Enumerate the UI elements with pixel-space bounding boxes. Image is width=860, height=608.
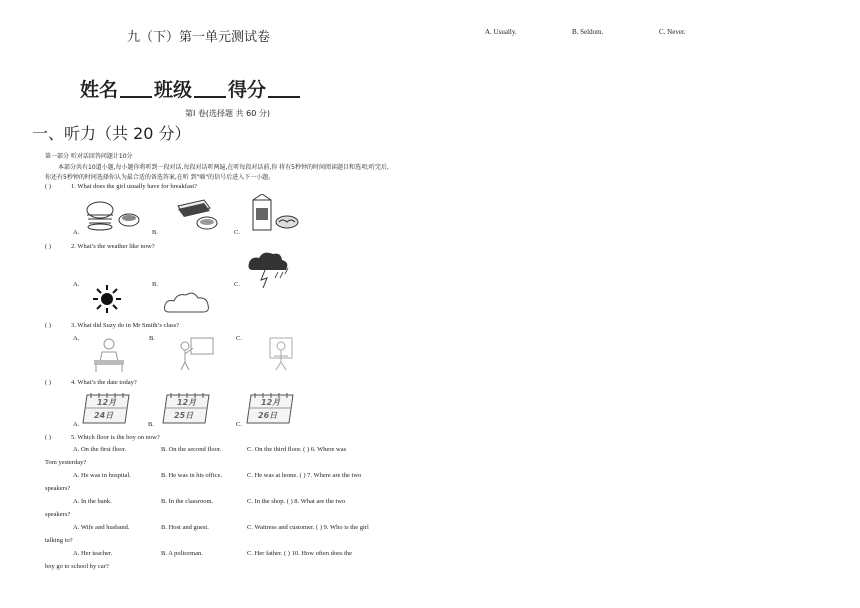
calendar-a-day: 24日 [94,411,114,420]
name-label: 姓名 [80,79,119,101]
q8-option-b[interactable]: B. Host and guest. [161,524,209,531]
volume-heading: 第Ⅰ 卷(选择题 共 60 分) [185,109,270,118]
question-5: 5. Which floor is the boy on now? [71,434,160,441]
q10-continued: boy go to school by car? [45,563,109,570]
option-1b[interactable]: B. [152,229,158,236]
q6-option-b[interactable]: B. He was in his office. [161,472,223,479]
student-drawing-image[interactable] [262,336,300,372]
q9-option-c-q10[interactable]: C. Her father. ( ) 10. How often does the [247,550,353,557]
cloud-icon[interactable] [163,290,211,314]
answer-bracket-3[interactable]: ( ) [45,322,51,329]
question-4: 4. What’s the date today? [71,379,137,386]
calendar-option-b[interactable] [159,391,213,425]
option-3a[interactable]: A. [73,335,80,342]
sun-icon[interactable] [92,284,122,314]
q9-continued: talking to? [45,537,73,544]
instructions-line-1: 本部分共有10道小题,每小题你将听到一段对话,每段对话听两遍,在听每段对话前,你 将有5秒钟的时间阅读题目和选项;听完后, [58,164,389,171]
student-at-board-image[interactable] [175,336,215,372]
top-option-c: C. Never. [659,28,686,36]
option-1c[interactable]: C. [234,229,240,236]
question-3: 3. What did Suzy do in Mr Smith’s class? [71,322,180,329]
instructions-line-2: 你还有5秒钟的时间选择你认为最合适的备选答案,在听 到"嘀"的信号后进入下一小题。 [45,174,275,181]
answer-bracket-2[interactable]: ( ) [45,243,51,250]
q7-option-a[interactable]: A. In the bank. [73,498,112,505]
name-blank[interactable] [120,96,152,98]
student-reading-image[interactable] [90,336,128,372]
q7-option-b[interactable]: B. In the classroom. [161,498,214,505]
student-info-line [80,75,302,102]
q9-option-a[interactable]: A. Her teacher. [73,550,113,557]
question-2: 2. What’s the weather like now? [71,243,155,250]
option-3b[interactable]: B. [149,335,155,342]
part-title: 第一部分 听对话回答问题计10分 [45,153,133,160]
option-4c[interactable]: C. [236,421,242,428]
question-1: 1. What does the girl usually have for breakfast? [71,183,198,190]
answer-bracket-5[interactable]: ( ) [45,434,51,441]
breakfast-sandwich-image[interactable] [176,198,221,232]
q6-option-c-q7[interactable]: C. He was at home. ( ) 7. Where are the two [247,472,362,479]
option-4a[interactable]: A. [73,421,80,428]
section-title: 一、听力（共 20 分） [32,124,191,143]
top-option-a: A. Usually. [485,28,517,36]
score-label: 得分 [228,79,267,101]
q9-option-b[interactable]: B. A policeman. [161,550,203,557]
calendar-option-c[interactable] [243,391,297,425]
breakfast-hamburger-image[interactable] [82,198,144,232]
option-3c[interactable]: C. [236,335,242,342]
calendar-a-month: 12月 [97,398,117,407]
q7-option-c-q8[interactable]: C. In the shop. ( ) 8. What are the two [247,498,346,505]
calendar-b-month: 12月 [177,398,197,407]
q6-option-a[interactable]: A. He was in hospital. [73,472,131,479]
option-2b[interactable]: B. [152,281,158,288]
answer-bracket-1[interactable]: ( ) [45,183,51,190]
q8-continued: speakers? [45,511,71,518]
breakfast-milk-bread-image[interactable] [248,194,300,234]
calendar-b-day: 25日 [174,411,194,420]
q5-option-b[interactable]: B. On the second floor. [161,446,222,453]
class-blank[interactable] [194,96,226,98]
weather-storm-image[interactable] [245,250,295,288]
q7-continued: speakers? [45,485,71,492]
option-2a[interactable]: A. [73,281,80,288]
q6-continued: Tom yesterday? [45,459,87,466]
paper-title: 九（下）第一单元测试卷 [127,30,271,45]
q8-option-a[interactable]: A. Wife and husband. [73,524,130,531]
calendar-option-a[interactable] [79,391,133,425]
q5-option-a[interactable]: A. On the first floor. [73,446,127,453]
score-blank[interactable] [268,96,300,98]
class-label: 班级 [154,79,193,101]
option-1a[interactable]: A. [73,229,80,236]
option-2c[interactable]: C. [234,281,240,288]
q5-option-c-q6[interactable]: C. On the third floor. ( ) 6. Where was [247,446,347,453]
option-4b[interactable]: B. [148,421,154,428]
calendar-c-day: 26日 [258,411,278,420]
top-option-b: B. Seldom. [572,28,604,36]
answer-bracket-4[interactable]: ( ) [45,379,51,386]
q8-option-c-q9[interactable]: C. Waitress and customer. ( ) 9. Who is the girl [247,524,369,531]
calendar-c-month: 12月 [261,398,281,407]
